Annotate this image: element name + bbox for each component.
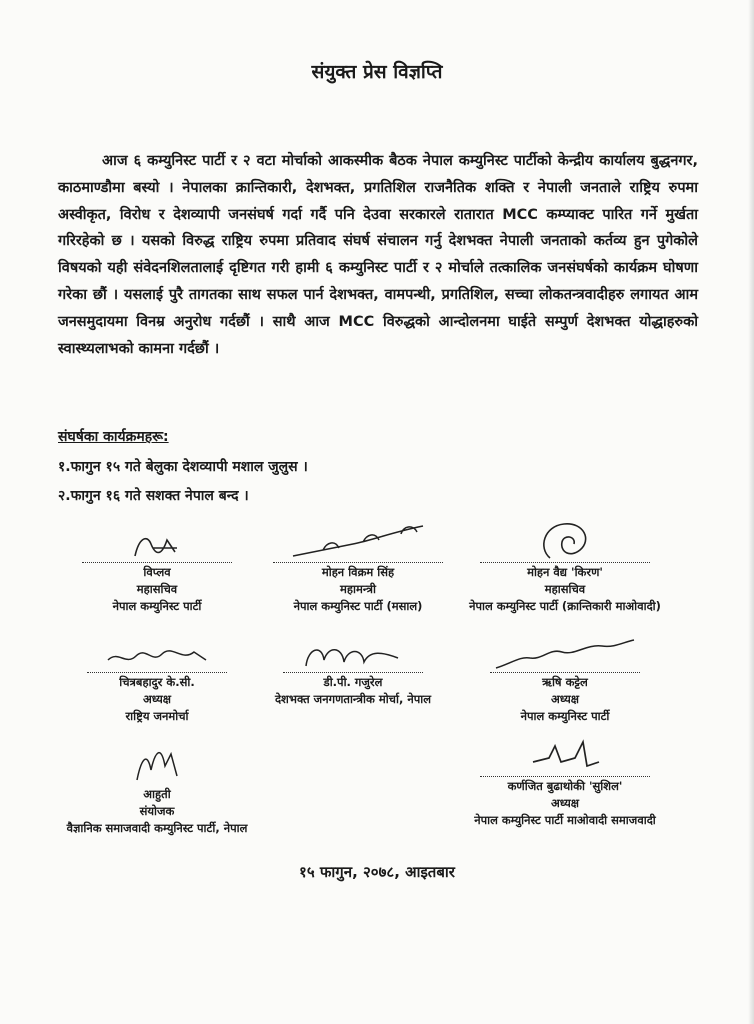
signature-block-8 [440, 730, 690, 829]
document-title: संयुक्त प्रेस विज्ञप्ति [311, 61, 443, 83]
programs-heading: संघर्षका कार्यक्रमहरू: [58, 429, 169, 445]
handwritten-signature-7 [62, 740, 252, 786]
signatory-name: मोहन विक्रम सिंह [321, 565, 395, 579]
signatory-org: नेपाल कम्युनिस्ट पार्टी माओवादी समाजवादी [474, 813, 656, 827]
signatory-role: संयोजक [139, 804, 175, 818]
signatory-org: नेपाल कम्युनिस्ट पार्टी [112, 599, 202, 613]
handwritten-signature-2 [258, 528, 458, 562]
signatory-org: देशभक्त जनगणतान्त्रीक मोर्चा, नेपाल [274, 692, 432, 706]
signature-line [490, 672, 640, 673]
signature-block-2 [258, 528, 458, 615]
body-paragraph-block [58, 148, 698, 362]
signatory-org: वैज्ञानिक समाजवादी कम्युनिस्ट पार्टी, नेपाल [66, 821, 248, 835]
signatory-role: महासचिव [136, 582, 178, 596]
signatory-role: अध्यक्ष [550, 796, 580, 810]
signature-block-4 [62, 638, 252, 725]
handwritten-signature-6 [460, 638, 670, 672]
signatory-name: विप्लव [143, 565, 171, 579]
signature-line [87, 672, 227, 673]
handwritten-signature-1 [62, 528, 252, 562]
handwritten-signature-5 [248, 638, 458, 672]
signatory-org: नेपाल कम्युनिस्ट पार्टी (क्रान्तिकारी माओवादी) [469, 599, 661, 613]
signature-line [283, 672, 423, 673]
signature-block-7 [62, 740, 252, 837]
handwritten-signature-3 [450, 528, 680, 562]
program-item-1: १.फागुन १५ गते बेलुका देशव्यापी मशाल जुलुस । [58, 459, 308, 475]
body-paragraph: आज ६ कम्युनिस्ट पार्टी र २ वटा मोर्चाको आकस्मीक बैठक नेपाल कम्युनिस्ट पार्टीको केन्द्रीय कार्यालय बुद्धनगर, काठमाण्डौमा बस्यो । नेपालका क्रान्तिकारी, देशभक्त, प्रगतिशिल राजनैतिक शक्ति र नेपाली जनताले राष्ट्रिय रुपमा अस्वीकृत, विरोध र देशव्यापी जनसंघर्ष गर्दा गर्दै पनि देउवा सरकारले रातारात MCC कम्प्याक्ट पारित गर्ने मुर्खता गरिरहेको छ । यसको विरुद्ध राष्ट्रिय रुपमा प्रतिवाद संघर्ष संचालन गर्नु देशभक्त नेपाली जनताको कर्तव्य हुन पुगेकोले विषयको यही संवेदनशिलतालाई दृष्टिगत गरी हामी ६ कम्युनिस्ट पार्टी र २ मोर्चाले तत्कालिक जनसंघर्षको कार्यक्रम घोषणा गरेका छौं । यसलाई पुरै तागतका साथ सफल पार्न देशभक्त, वामपन्थी, प्रगतिशिल, सच्चा लोकतन्त्रवादीहरु लगायत आम जनसमुदायमा विनम्र अनुरोध गर्दछौं । साथै आज MCC विरुद्धको आन्दोलनमा घाईते सम्पुर्ण देशभक्त योद्धाहरुको स्वास्थ्यलाभको कामना गर्दछौं । [58, 153, 698, 357]
program-item-2: २.फागुन १६ गते सशक्त नेपाल बन्द । [58, 488, 249, 504]
signature-block-6 [460, 638, 670, 725]
signature-line [480, 562, 650, 563]
signature-block-3 [450, 528, 680, 615]
document-date: १५ फागुन, २०७८, आइतबार [299, 863, 455, 881]
signature-line [82, 562, 232, 563]
signatory-name: कर्णजित बुढाथोकी 'सुशिल' [507, 779, 623, 793]
signature-block-5 [248, 638, 458, 708]
handwritten-signature-4 [62, 638, 252, 672]
signatory-name: मोहन वैद्य 'किरण' [527, 565, 603, 579]
signature-line [480, 776, 650, 777]
signatory-name: आहुती [143, 787, 171, 801]
signatory-org: नेपाल कम्युनिस्ट पार्टी [520, 709, 610, 723]
signatory-role: अध्यक्ष [142, 692, 172, 706]
signatory-org: नेपाल कम्युनिस्ट पार्टी (मसाल) [293, 599, 423, 613]
signatory-role: महामन्त्री [340, 582, 376, 596]
handwritten-signature-8 [440, 730, 690, 776]
signatory-role: महासचिव [544, 582, 586, 596]
signature-line [273, 562, 443, 563]
signatory-role: अध्यक्ष [550, 692, 580, 706]
signatory-org: राष्ट्रिय जनमोर्चा [125, 709, 189, 723]
signatory-name: डी.पी. गजुरेल [323, 675, 383, 689]
signatory-name: ऋषि कट्टेल [542, 675, 588, 689]
signature-block-1 [62, 528, 252, 615]
signatory-name: चित्रबहादुर के.सी. [119, 675, 195, 689]
